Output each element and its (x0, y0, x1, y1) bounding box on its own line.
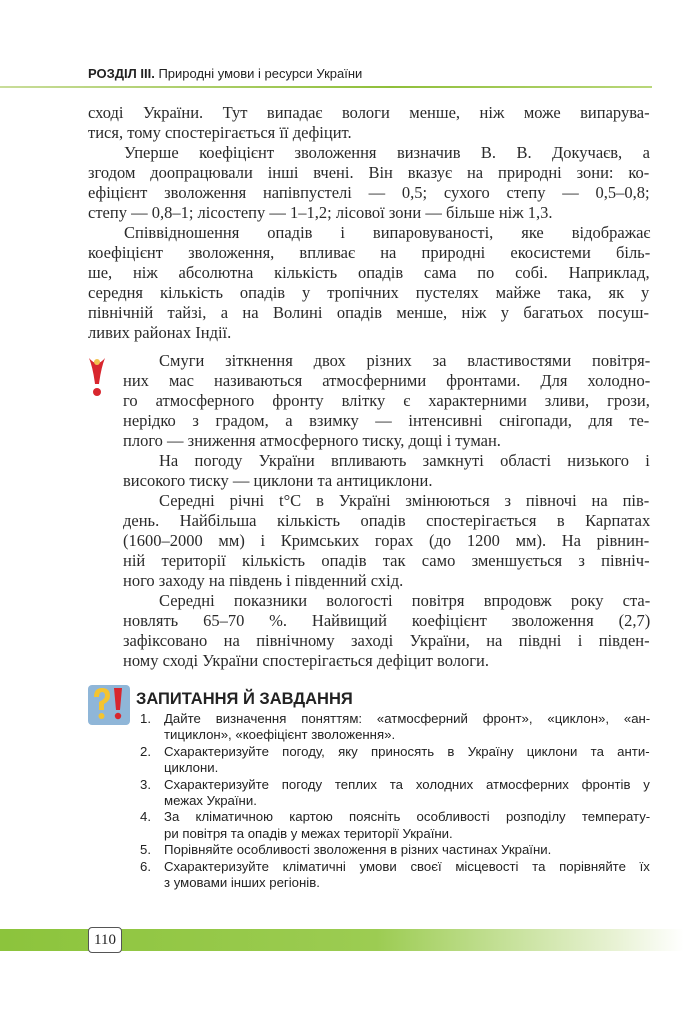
questions-heading: ЗАПИТАННЯ Й ЗАВДАННЯ (136, 690, 353, 708)
paragraph-line: ному сході України спостерігається дефіцит вологи. (123, 651, 489, 670)
question-item (140, 859, 652, 892)
paragraph-line: тися, тому спостерігається її дефіцит. (88, 123, 352, 142)
question-text-line: з умовами інших регіонів. (164, 875, 320, 891)
paragraph-line: новлять 65–70 %. Найвищий коефіцієнт зволоження (2,7) (123, 611, 651, 630)
question-text-line: циклони. (164, 760, 219, 776)
question-number: 3. (140, 776, 151, 792)
paragraph-line: високого тиску — циклони та антициклони. (123, 471, 433, 490)
paragraph-line: Середні річні t°C в Україні змінюються з півночі на пів- (159, 491, 650, 510)
question-item (140, 842, 652, 858)
paragraph-line: (1600–2000 мм) і Кримських горах (до 1200 мм). На рівнин- (123, 531, 650, 550)
paragraph-line: плого — зниження атмосферного тиску, дощі і туман. (123, 431, 501, 450)
questions-list (140, 711, 652, 891)
paragraph-line: На погоду України впливають замкнуті області низького і (159, 451, 650, 470)
paragraph-line: день. Найбільша кількість опадів спостерігається в Карпатах (123, 511, 651, 530)
question-number: 2. (140, 743, 151, 759)
question-number: 5. (140, 842, 151, 858)
header-divider (0, 86, 652, 88)
paragraph-line: Уперше коефіцієнт зволоження визначив В. В. Докучаєв, а (124, 143, 650, 162)
paragraph-line: середня кількість опадів у тропічних пустелях майже така, як у (88, 283, 650, 302)
question-text-line: Дайте визначення поняттям: «атмосферний фронт», «циклон», «ан- (164, 711, 651, 726)
question-text-line: тициклон», «коефіцієнт зволоження». (164, 727, 396, 743)
paragraph-line: них мас називаються атмосферними фронтами. Для холодно- (123, 371, 651, 390)
question-text-line: Схарактеризуйте погоду, яку приносять в Україну циклони та анти- (164, 743, 650, 759)
paragraph-line: коефіцієнт зволоження, впливає на природні екосистеми біль- (88, 243, 651, 262)
question-text-line: межах України. (164, 793, 257, 809)
paragraph-line: ного заходу на південь і південний схід. (123, 571, 404, 590)
question-item (140, 711, 652, 744)
page-number: 110 (88, 927, 122, 953)
question-item (140, 809, 652, 842)
question-text-line: За кліматичною картою поясніть особливості розподілу температу- (164, 809, 651, 825)
paragraph-line: зафіксовано на північному заході України, на півдні і півден- (123, 631, 650, 650)
paragraph-line: сході України. Тут випадає вологи менше, ніж може випарува- (88, 103, 650, 122)
paragraph-line: північній тайзі, а на Волині опадів менше, ніж у багатьох посуш- (88, 303, 649, 322)
section-label: РОЗДІЛ ІІІ. (88, 66, 155, 81)
paragraph-line: Співвідношення опадів і випаровуваності, яке відображає (124, 223, 651, 242)
paragraph-line: ливих районах Індії. (88, 323, 232, 342)
question-number: 6. (140, 858, 151, 874)
question-item (140, 744, 652, 777)
paragraph-line: ефіцієнт зволоження напівпустелі — 0,5; сухого степу — 0,5–0,8; (88, 183, 650, 202)
running-header (88, 66, 362, 81)
question-number: 4. (140, 809, 151, 825)
section-title: Природні умови і ресурси України (158, 66, 363, 81)
exclamation-mark-icon (86, 354, 108, 400)
paragraph-line: степу — 0,8–1; лісостепу — 1–1,2; лісової зони — більше ніж 1,3. (88, 203, 553, 222)
paragraph-line: го атмосферного фронту влітку є характерними зливи, грози, (123, 391, 650, 410)
paragraph-line: згодом доопрацювали інші вчені. Він вказує на природні зони: ко- (88, 163, 650, 182)
question-text-line: ри повітря та опадів у межах території України. (164, 825, 453, 841)
question-text-line: Порівняйте особливості зволоження в різних частинах України. (164, 842, 552, 858)
paragraph-line: Смуги зіткнення двох різних за властивостями повітря- (159, 351, 651, 370)
question-number: 1. (140, 711, 151, 726)
paragraph-line: нерідко з градом, а взимку — інтенсивні снігопади, для те- (123, 411, 650, 430)
body-text-section-2 (123, 351, 652, 671)
question-text-line: Схарактеризуйте погоду теплих та холодних атмосферних фронтів у (164, 776, 650, 792)
question-exclamation-icon (88, 683, 130, 725)
body-text-section-1 (88, 103, 652, 343)
paragraph-line: ній території кількість опадів так само зменшується з північ- (123, 551, 650, 570)
paragraph-line: ше, ніж абсолютна кількість опадів сама по собі. Наприклад, (88, 263, 650, 282)
question-text-line: Схарактеризуйте кліматичні умови своєї місцевості та порівняйте їх (164, 858, 650, 874)
question-item (140, 777, 652, 810)
paragraph-line: Середні показники вологості повітря впродовж року ста- (159, 591, 651, 610)
